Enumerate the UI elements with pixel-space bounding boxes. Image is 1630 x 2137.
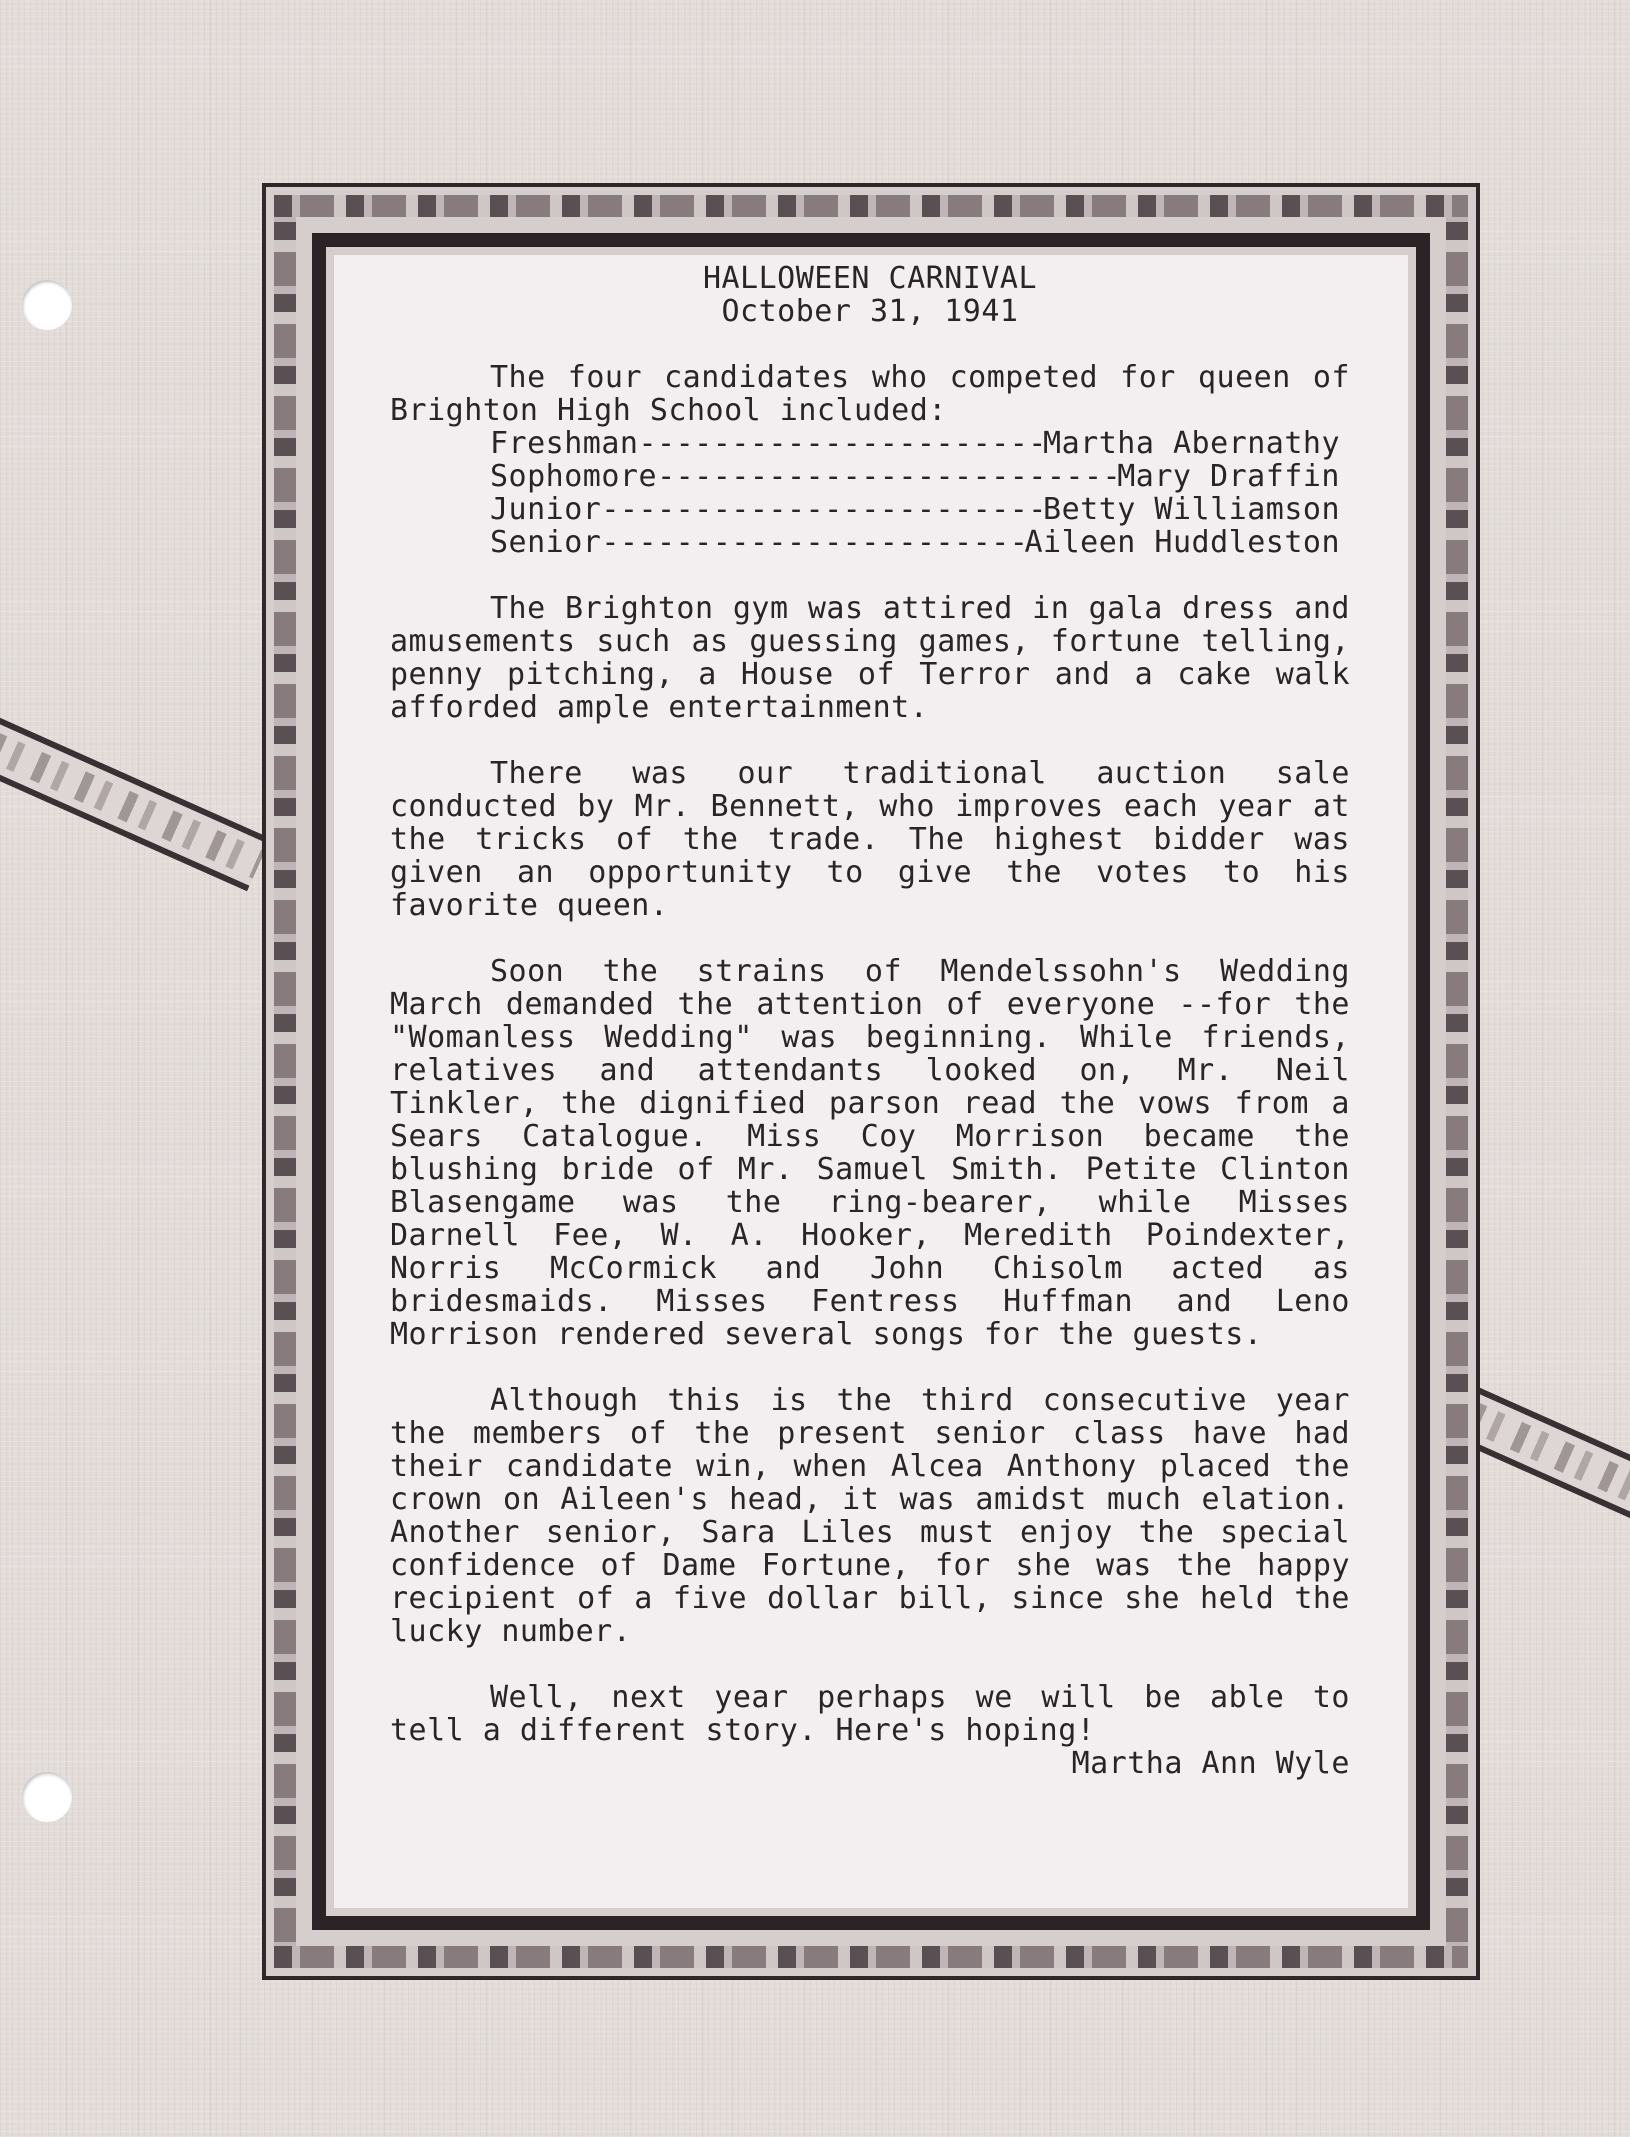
gym-paragraph: The Brighton gym was attired in gala dress and amusements such as guessing games, fortune telling, penny pitching, a House of Terror and a cake walk afforded ample entertainment. <box>390 591 1350 725</box>
article-title <box>390 262 1350 328</box>
candidate-list <box>390 427 1350 559</box>
senior-class-paragraph: Although this is the third consecutive year the members of the present senior class have had their candidate win, when Alcea Anthony placed the crown on Aileen's head, it was amidst much elation. Another senior, Sara Liles must enjoy the special confidence of Dame Fortune, for she was the happy recipient of a five dollar bill, since she held the lucky number. <box>390 1383 1350 1649</box>
title-heading: HALLOWEEN CARNIVAL <box>702 261 1038 296</box>
punch-hole <box>22 1772 72 1822</box>
leader-dashes <box>657 460 1117 493</box>
candidate-name: Martha Abernathy <box>1043 427 1340 460</box>
candidate-row <box>390 526 1340 559</box>
candidate-name: Aileen Huddleston <box>1024 526 1340 559</box>
closing-paragraph: Well, next year perhaps we will be able to tell a different story. Here's hoping! <box>390 1680 1350 1748</box>
candidate-name: Mary Draffin <box>1117 460 1340 493</box>
candidate-row <box>390 427 1340 460</box>
title-date: October 31, 1941 <box>721 294 1019 329</box>
leader-dashes <box>639 427 1044 460</box>
auction-paragraph: There was our traditional auction sale conducted by Mr. Bennett, who improves each year at the tricks of the trade. The highest bidder was given an opportunity to give the votes to his favorite queen. <box>390 756 1350 923</box>
intro-paragraph: The four candidates who competed for queen of Brighton High School included: <box>390 360 1350 428</box>
punch-hole <box>22 280 72 330</box>
candidate-name: Betty Williamson <box>1043 493 1340 526</box>
typed-article <box>390 262 1350 1780</box>
author-signature: Martha Ann Wyle <box>1071 1746 1350 1781</box>
candidate-row <box>390 493 1340 526</box>
candidate-class: Freshman <box>490 427 639 460</box>
leader-dashes <box>601 493 1043 526</box>
decorative-ribbon-left <box>0 700 271 891</box>
leader-dashes <box>601 526 1024 559</box>
candidate-class: Senior <box>490 526 602 559</box>
candidate-class: Junior <box>490 493 602 526</box>
wedding-paragraph: Soon the strains of Mendelssohn's Wedding March demanded the attention of everyone --for the "Womanless Wedding" was beginning. While friends, relatives and attendants looked on, Mr. Neil Tinkler, the dignified parson read the vows from a Sears Catalogue. Miss Coy Morrison became the blushing bride of Mr. Samuel Smith. Petite Clinton Blasengame was the ring-bearer, while Misses Darnell Fee, W. A. Hooker, Meredith Poindexter, Norris McCormick and John Chisolm acted as bridesmaids. Misses Fentress Huffman and Leno Morrison rendered several songs for the guests. <box>390 954 1350 1352</box>
candidate-row <box>390 460 1340 493</box>
candidate-class: Sophomore <box>490 460 658 493</box>
